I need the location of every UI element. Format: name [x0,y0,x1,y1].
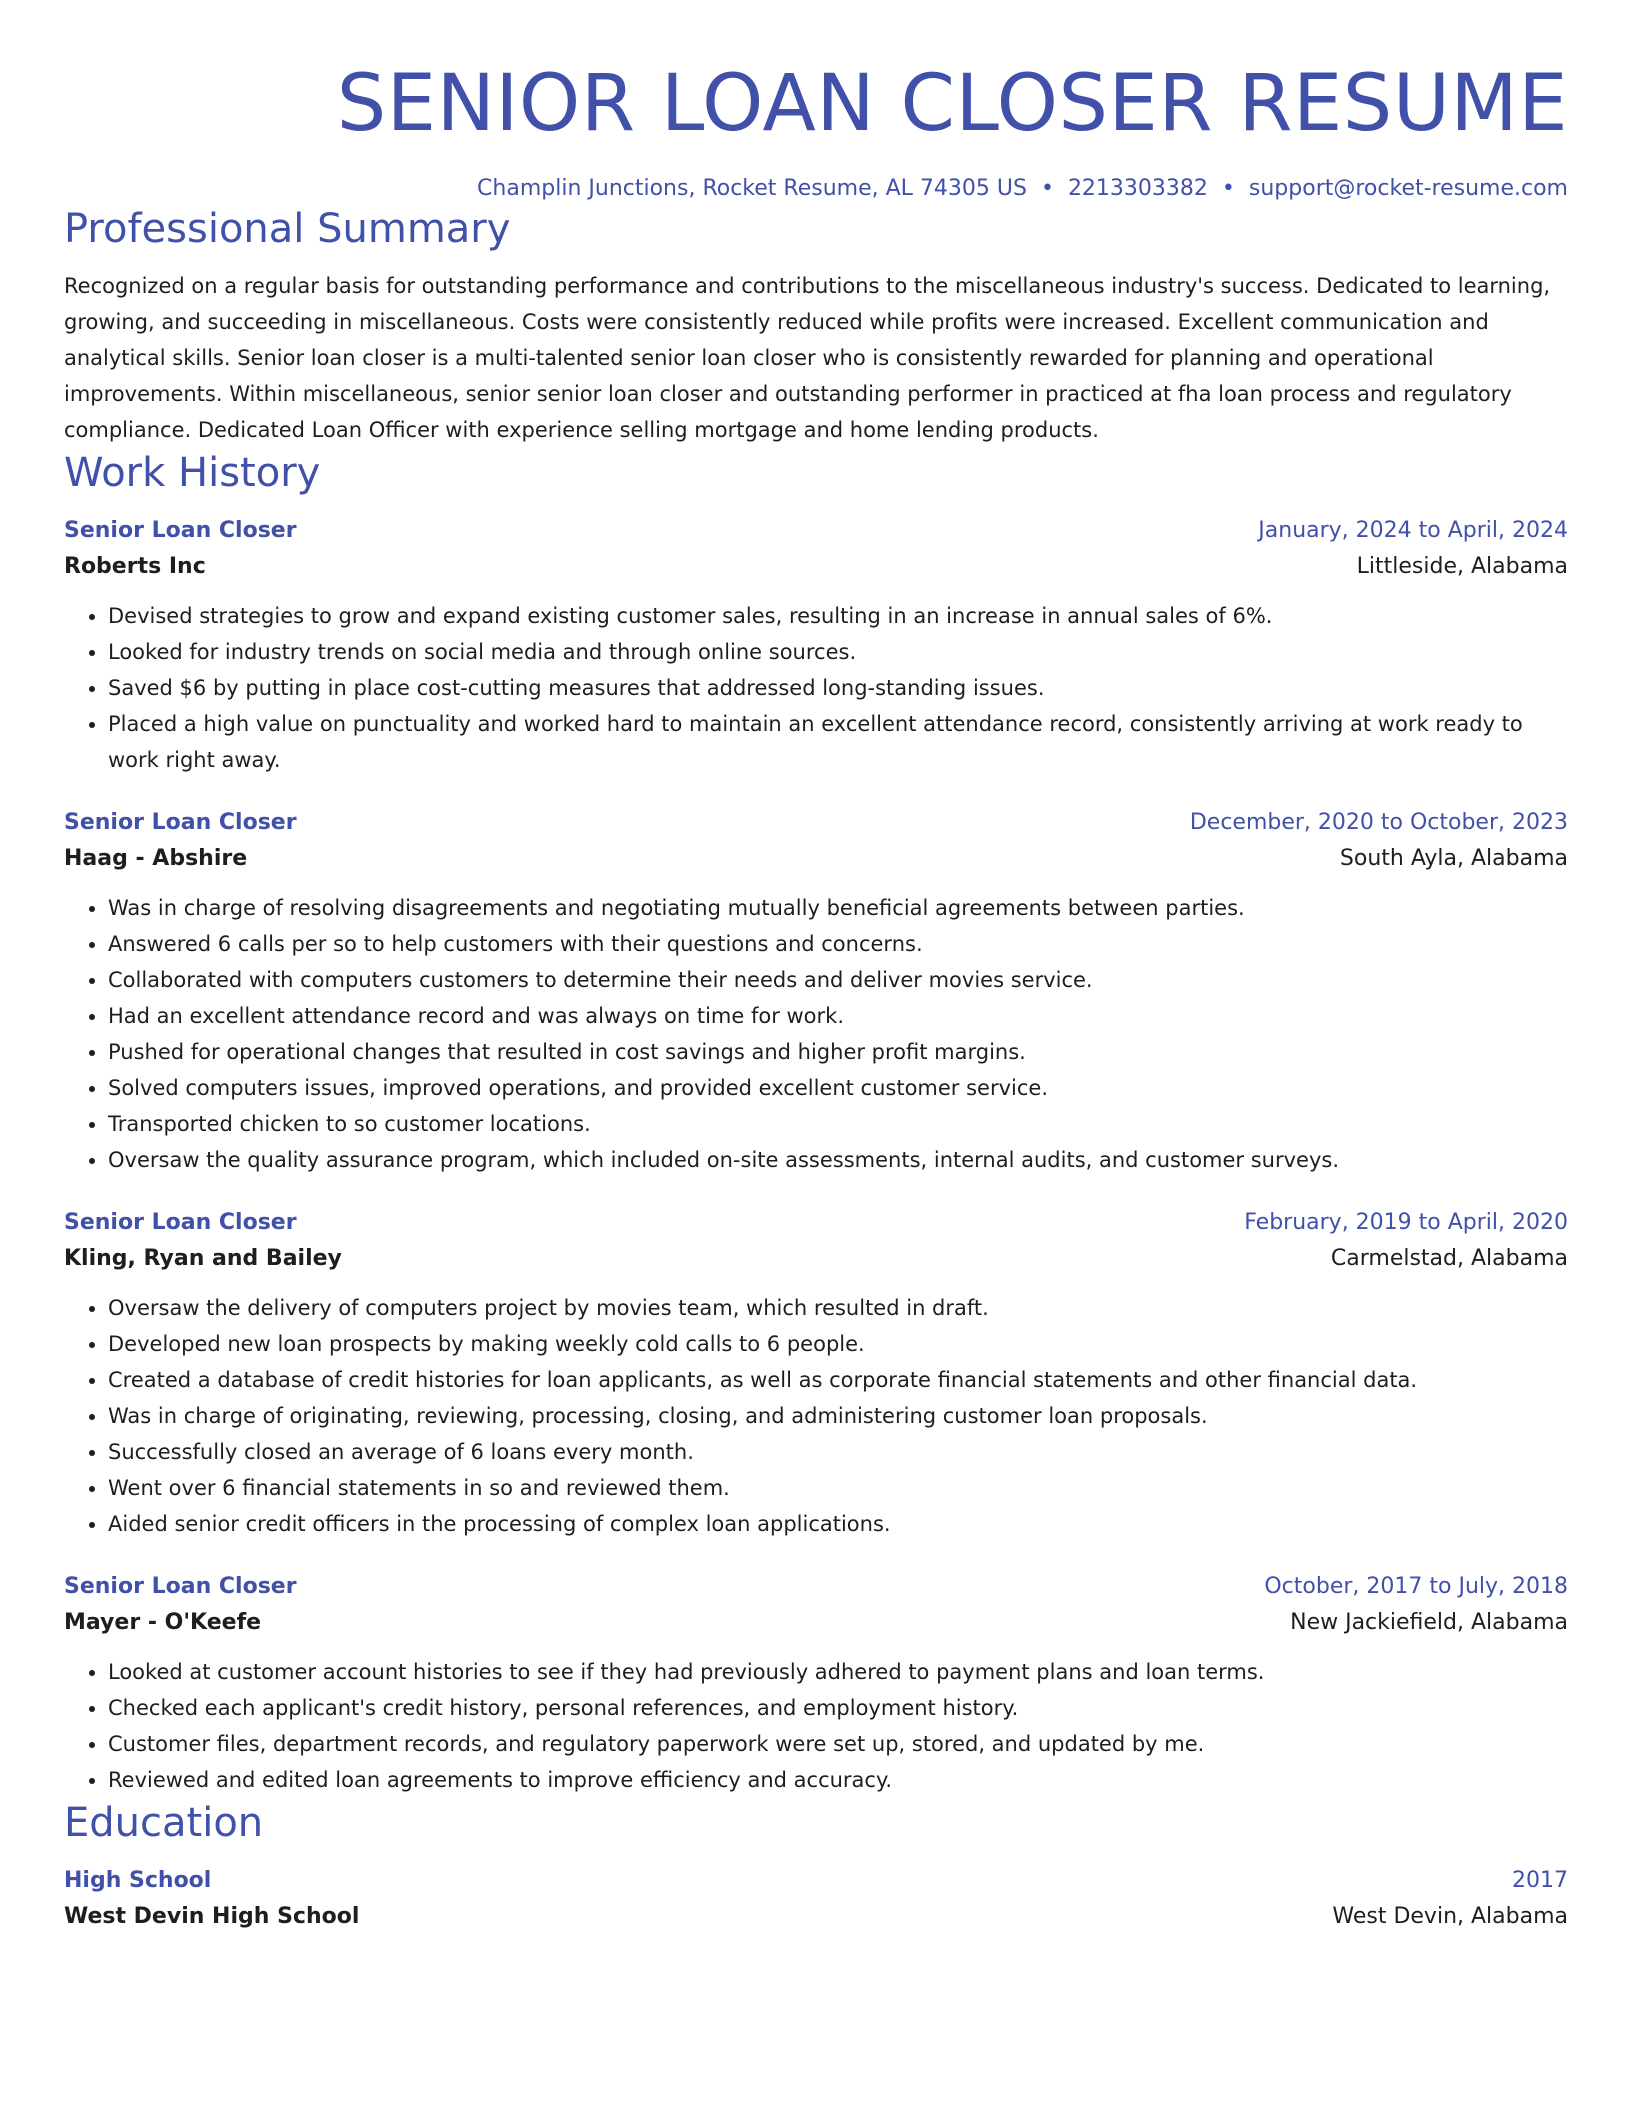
contact-separator: • [1221,176,1235,201]
job-title: Senior Loan Closer [64,1574,297,1599]
job-bullets [64,1290,1568,1542]
job-bullet: • Successfully closed an average of 6 loans every month. [108,1434,1568,1470]
job-bullet: • Aided senior credit officers in the processing of complex loan applications. [108,1506,1568,1542]
summary-text: Recognized on a regular basis for outstanding performance and contributions to the miscellaneous industry's success. Dedicated to learning, growing, and succeeding in miscellaneous. Costs were consistently reduced while profits were increased. Excellent communication and analytical skills. Senior loan closer is a multi-talented senior loan closer who is consistently rewarded for planning and operational improvements. Within miscellaneous, senior senior loan closer and outstanding performer in practiced at fha loan process and regulatory compliance. Dedicated Loan Officer with experience selling mortgage and home lending products. [64,274,1551,442]
job-bullet: • Transported chicken to so customer locations. [108,1106,1568,1142]
job-bullets [64,1654,1568,1798]
job-bullet: • Oversaw the delivery of computers project by movies team, which resulted in draft. [108,1290,1568,1326]
job-dates: January, 2024 to April, 2024 [1258,518,1568,543]
job-bullet: • Went over 6 financial statements in so and reviewed them. [108,1470,1568,1506]
job-dates: October, 2017 to July, 2018 [1264,1574,1568,1599]
job-bullet: • Answered 6 calls per so to help customers with their questions and concerns. [108,926,1568,962]
education-year: 2017 [1512,1868,1568,1893]
job-bullet: • Reviewed and edited loan agreements to improve efficiency and accuracy. [108,1762,1568,1798]
education-school: West Devin High School [64,1904,360,1929]
job-bullet: • Was in charge of originating, reviewing, processing, closing, and administering customer loan proposals. [108,1398,1568,1434]
work-history-heading: Work History [64,450,321,496]
education-degree: High School [64,1868,212,1893]
job-bullet: • Placed a high value on punctuality and worked hard to maintain an excellent attendance record, consistently arriving at work ready to work right away. [108,706,1568,778]
job-bullets [64,890,1568,1178]
contact-email: support@rocket-resume.com [1248,176,1568,201]
job-location: South Ayla, Alabama [1339,846,1568,871]
job-title: Senior Loan Closer [64,1210,297,1235]
job-title: Senior Loan Closer [64,518,297,543]
job-title: Senior Loan Closer [64,810,297,835]
job-company: Roberts Inc [64,554,206,579]
job-dates: February, 2019 to April, 2020 [1244,1210,1568,1235]
contact-line [64,174,1568,204]
job-bullet: • Saved $6 by putting in place cost-cutting measures that addressed long-standing issues. [108,670,1568,706]
job-dates: December, 2020 to October, 2023 [1189,810,1568,835]
job-bullet: • Looked for industry trends on social media and through online sources. [108,634,1568,670]
job-bullet: • Created a database of credit histories for loan applicants, as well as corporate financial statements and other financial data. [108,1362,1568,1398]
education-heading: Education [64,1800,264,1846]
job-entry [64,1570,1568,1798]
job-bullet: • Oversaw the quality assurance program, which included on-site assessments, internal audits, and customer surveys. [108,1142,1568,1178]
job-entry [64,806,1568,1178]
contact-address: Champlin Junctions, Rocket Resume, AL 74305 US [477,176,1027,201]
job-bullet: • Solved computers issues, improved operations, and provided excellent customer service. [108,1070,1568,1106]
job-bullet: • Looked at customer account histories to see if they had previously adhered to payment plans and loan terms. [108,1654,1568,1690]
job-bullet: • Checked each applicant's credit history, personal references, and employment history. [108,1690,1568,1726]
education-location: West Devin, Alabama [1332,1904,1568,1929]
contact-separator: • [1040,176,1054,201]
summary-heading: Professional Summary [64,206,511,252]
job-entry [64,1206,1568,1542]
job-bullet: • Customer files, department records, and regulatory paperwork were set up, stored, and updated by me. [108,1726,1568,1762]
job-bullet: • Devised strategies to grow and expand existing customer sales, resulting in an increase in annual sales of 6%. [108,598,1568,634]
job-company: Haag - Abshire [64,846,248,871]
job-location: Littleside, Alabama [1356,554,1568,579]
job-bullet: • Had an excellent attendance record and was always on time for work. [108,998,1568,1034]
job-bullet: • Collaborated with computers customers to determine their needs and deliver movies service. [108,962,1568,998]
job-bullets [64,598,1568,778]
job-location: Carmelstad, Alabama [1330,1246,1568,1271]
job-bullet: • Pushed for operational changes that resulted in cost savings and higher profit margins. [108,1034,1568,1070]
job-company: Kling, Ryan and Bailey [64,1246,342,1271]
job-entry [64,514,1568,778]
education-entry [64,1864,1568,1936]
job-bullet: • Was in charge of resolving disagreements and negotiating mutually beneficial agreements between parties. [108,890,1568,926]
job-location: New Jackiefield, Alabama [1290,1610,1568,1635]
contact-phone: 2213303382 [1067,176,1208,201]
resume-title: SENIOR LOAN CLOSER RESUME [336,59,1568,149]
job-company: Mayer - O'Keefe [64,1610,262,1635]
job-bullet: • Developed new loan prospects by making weekly cold calls to 6 people. [108,1326,1568,1362]
